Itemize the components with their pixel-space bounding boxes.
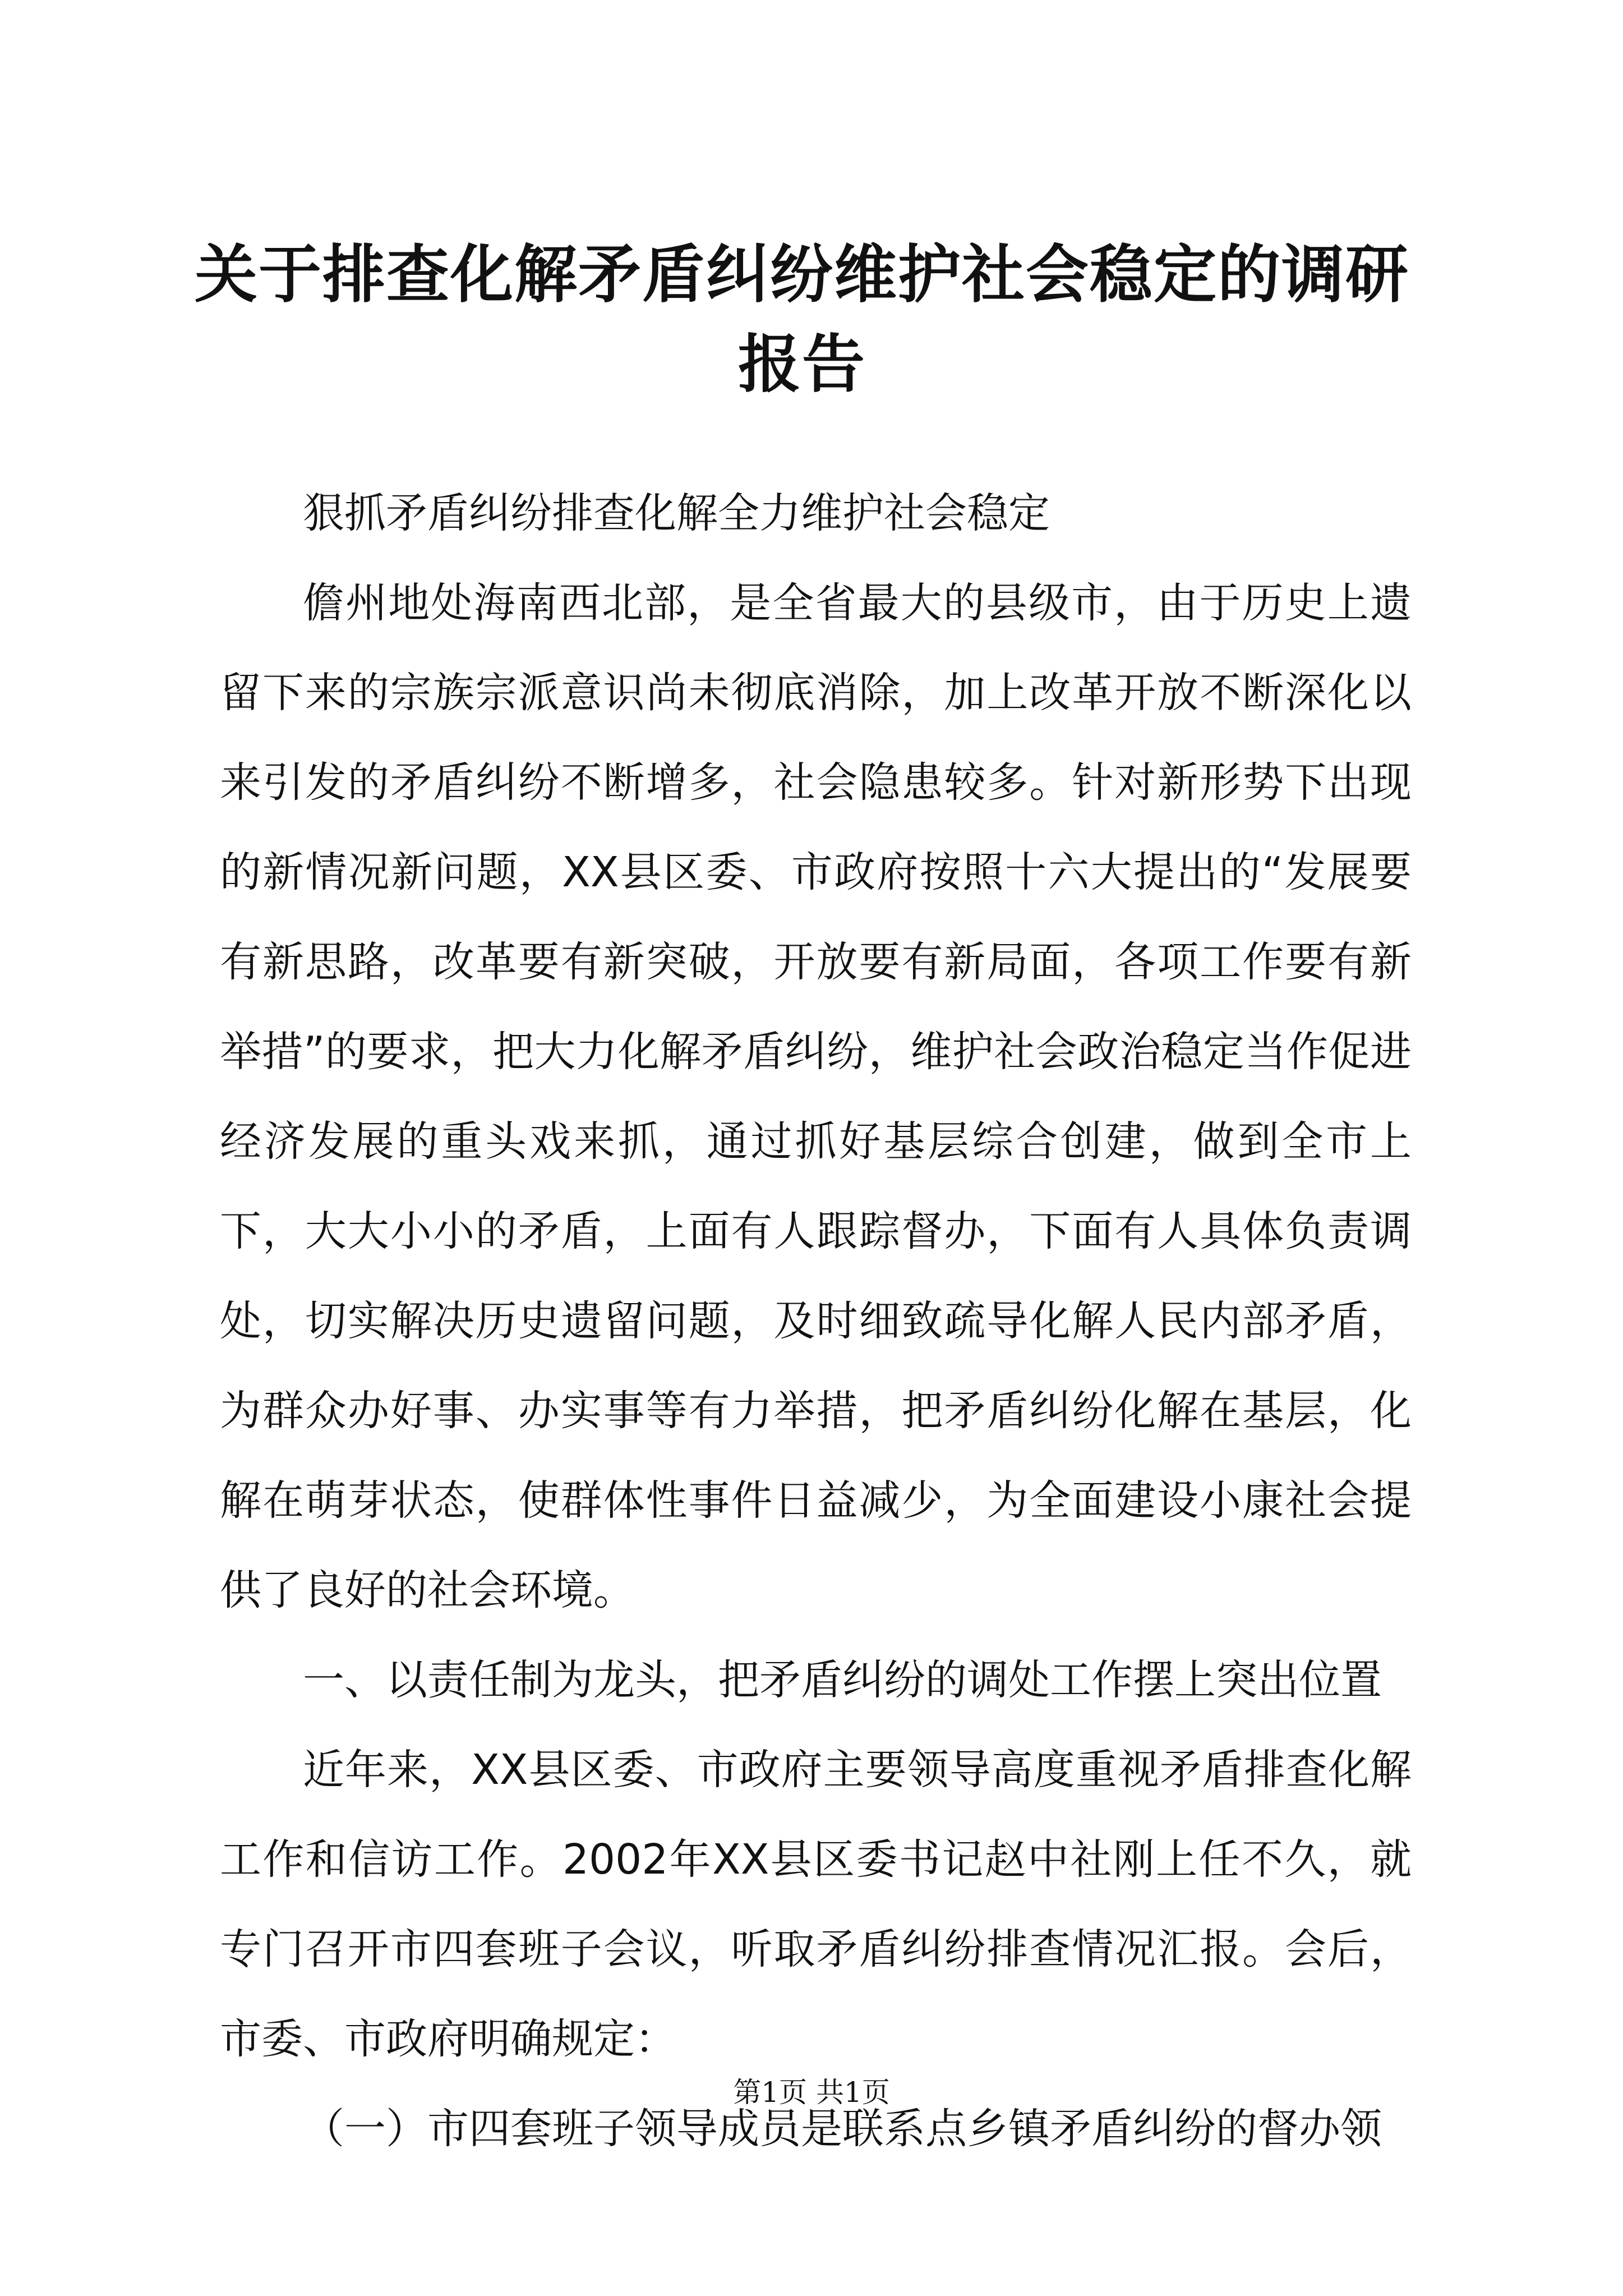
section-heading: 一、以责任制为龙头，把矛盾纠纷的调处工作摆上突出位置	[303, 1656, 1382, 1704]
document-title: 关于排查化解矛盾纠纷维护社会稳定的调研报告	[195, 238, 1409, 401]
document-body	[220, 468, 1412, 2174]
list-item-paragraph: （一）市四套班子领导成员是联系点乡镇矛盾纠纷的督办领	[303, 2105, 1382, 2153]
subtitle-paragraph: 狠抓矛盾纠纷排查化解全力维护社会稳定	[303, 489, 1050, 537]
body-paragraph: 近年来，XX县区委、市政府主要领导高度重视矛盾排查化解工作和信访工作。2002年XX县区委书记赵中社刚上任不久，就专门召开市四套班子会议，听取矛盾纠纷排查情况汇报。会后，市委、市政府明确规定：	[220, 1746, 1412, 2063]
body-paragraph: 儋州地处海南西北部，是全省最大的县级市，由于历史上遗留下来的宗族宗派意识尚未彻底消除，加上改革开放不断深化以来引发的矛盾纠纷不断增多，社会隐患较多。针对新形势下出现的新情况新问题，XX县区委、市政府按照十六大提出的“发展要有新思路，改革要有新突破，开放要有新局面，各项工作要有新举措”的要求，把大力化解矛盾纠纷，维护社会政治稳定当作促进经济发展的重头戏来抓，通过抓好基层综合创建，做到全市上下，大大小小的矛盾，上面有人跟踪督办，下面有人具体负责调处，切实解决历史遗留问题，及时细致疏导化解人民内部矛盾，为群众办好事、办实事等有力举措，把矛盾纠纷化解在基层，化解在萌芽状态，使群体性事件日益减少，为全面建设小康社会提供了良好的社会环境。	[220, 579, 1412, 1614]
page-footer: 第1页 共1页	[733, 2076, 890, 2109]
